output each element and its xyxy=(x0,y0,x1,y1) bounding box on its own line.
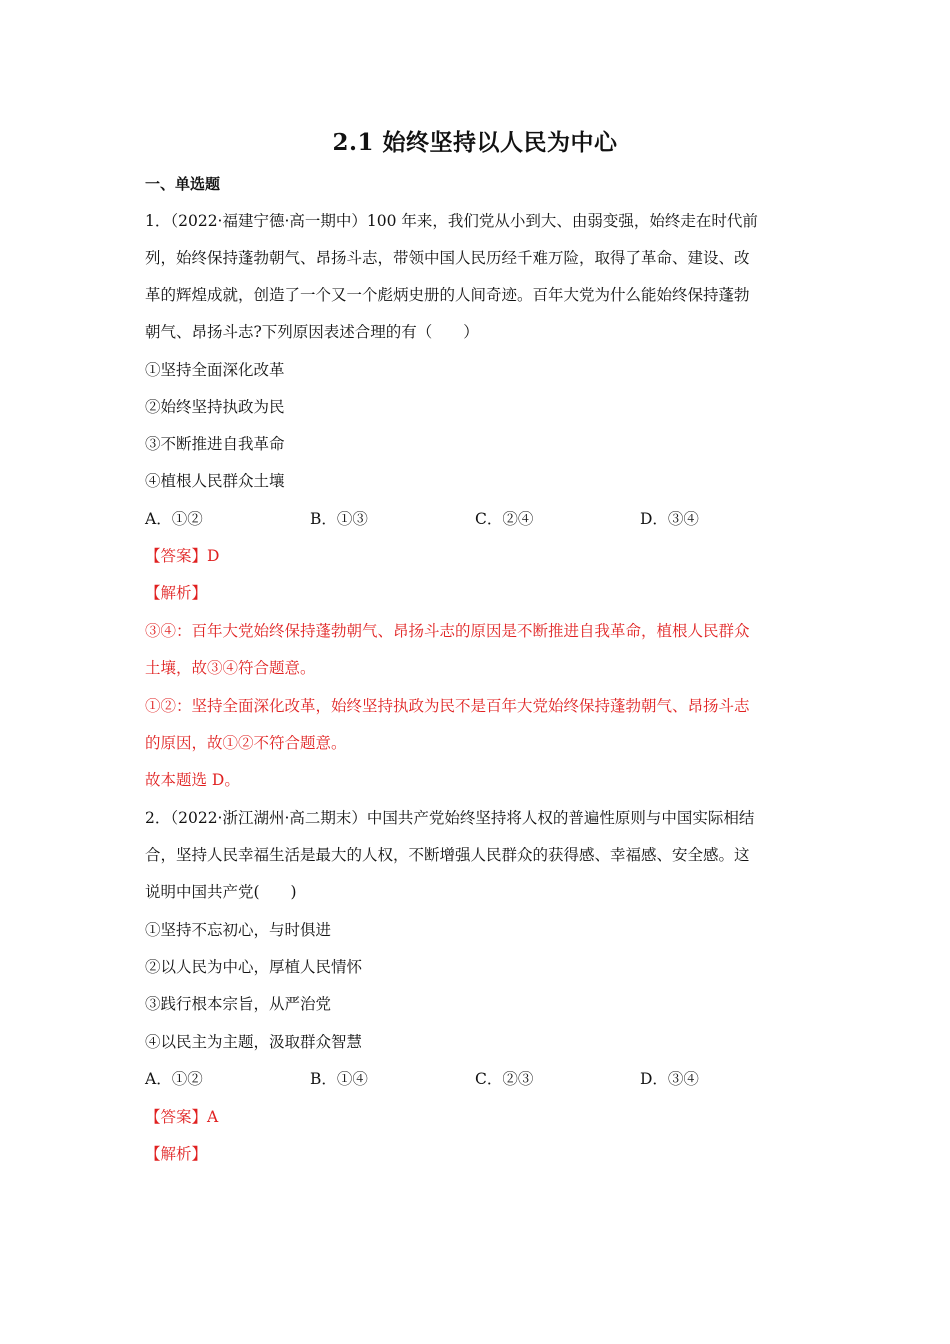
q1-analysis-label: 【解析】 xyxy=(145,584,208,602)
q2-option-b: B．①④ xyxy=(310,1070,368,1088)
q2-option-a: A．①② xyxy=(145,1070,203,1088)
q2-stem-line-3: 说明中国共产党( ) xyxy=(145,883,297,901)
q2-option-c: C．②③ xyxy=(475,1070,534,1088)
section-heading: 一、单选题 xyxy=(145,175,221,193)
q2-statement-2: ②以人民为中心，厚植人民情怀 xyxy=(145,958,363,976)
q1-analysis-line-1: ③④：百年大党始终保持蓬勃朝气、昂扬斗志的原因是不断推进自我革命，植根人民群众 xyxy=(145,622,750,640)
q2-statement-3: ③践行根本宗旨，从严治党 xyxy=(145,995,332,1013)
q1-statement-1: ①坚持全面深化改革 xyxy=(145,361,285,379)
q1-statement-4: ④植根人民群众土壤 xyxy=(145,472,285,490)
q1-option-d: D．③④ xyxy=(640,510,699,528)
q2-analysis-label: 【解析】 xyxy=(145,1145,208,1163)
q1-option-a: A．①② xyxy=(145,510,203,528)
q1-answer: 【答案】D xyxy=(145,547,220,565)
q1-stem-line-3: 革的辉煌成就，创造了一个又一个彪炳史册的人间奇迹。百年大党为什么能始终保持蓬勃 xyxy=(145,286,750,304)
document-title: 2.1 始终坚持以人民为中心 xyxy=(332,129,618,156)
q2-stem-line-1: 2．（2022·浙江湖州·高二期末）中国共产党始终坚持将人权的普遍性原则与中国实际相结 xyxy=(145,809,755,827)
q2-statement-1: ①坚持不忘初心，与时俱进 xyxy=(145,921,332,939)
q1-stem-line-4: 朝气、昂扬斗志?下列原因表述合理的有（ ） xyxy=(145,323,479,341)
q1-stem-line-2: 列，始终保持蓬勃朝气、昂扬斗志，带领中国人民历经千难万险，取得了革命、建设、改 xyxy=(145,249,750,267)
q1-statement-2: ②始终坚持执政为民 xyxy=(145,398,285,416)
q1-option-c: C．②④ xyxy=(475,510,534,528)
q1-stem-line-1: 1．（2022·福建宁德·高一期中）100 年来，我们党从小到大、由弱变强，始终走在时代前 xyxy=(145,212,758,230)
q1-analysis-line-4: 的原因，故①②不符合题意。 xyxy=(145,734,347,752)
q1-analysis-line-2: 土壤，故③④符合题意。 xyxy=(145,659,316,677)
q2-option-d: D．③④ xyxy=(640,1070,699,1088)
q1-option-b: B．①③ xyxy=(310,510,368,528)
q1-statement-3: ③不断推进自我革命 xyxy=(145,435,285,453)
q2-statement-4: ④以民主为主题，汲取群众智慧 xyxy=(145,1033,363,1051)
q2-answer: 【答案】A xyxy=(145,1108,219,1126)
q1-analysis-line-5: 故本题选 D。 xyxy=(145,771,240,789)
q2-stem-line-2: 合，坚持人民幸福生活是最大的人权，不断增强人民群众的获得感、幸福感、安全感。这 xyxy=(145,846,750,864)
q1-analysis-line-3: ①②：坚持全面深化改革，始终坚持执政为民不是百年大党始终保持蓬勃朝气、昂扬斗志 xyxy=(145,697,750,715)
